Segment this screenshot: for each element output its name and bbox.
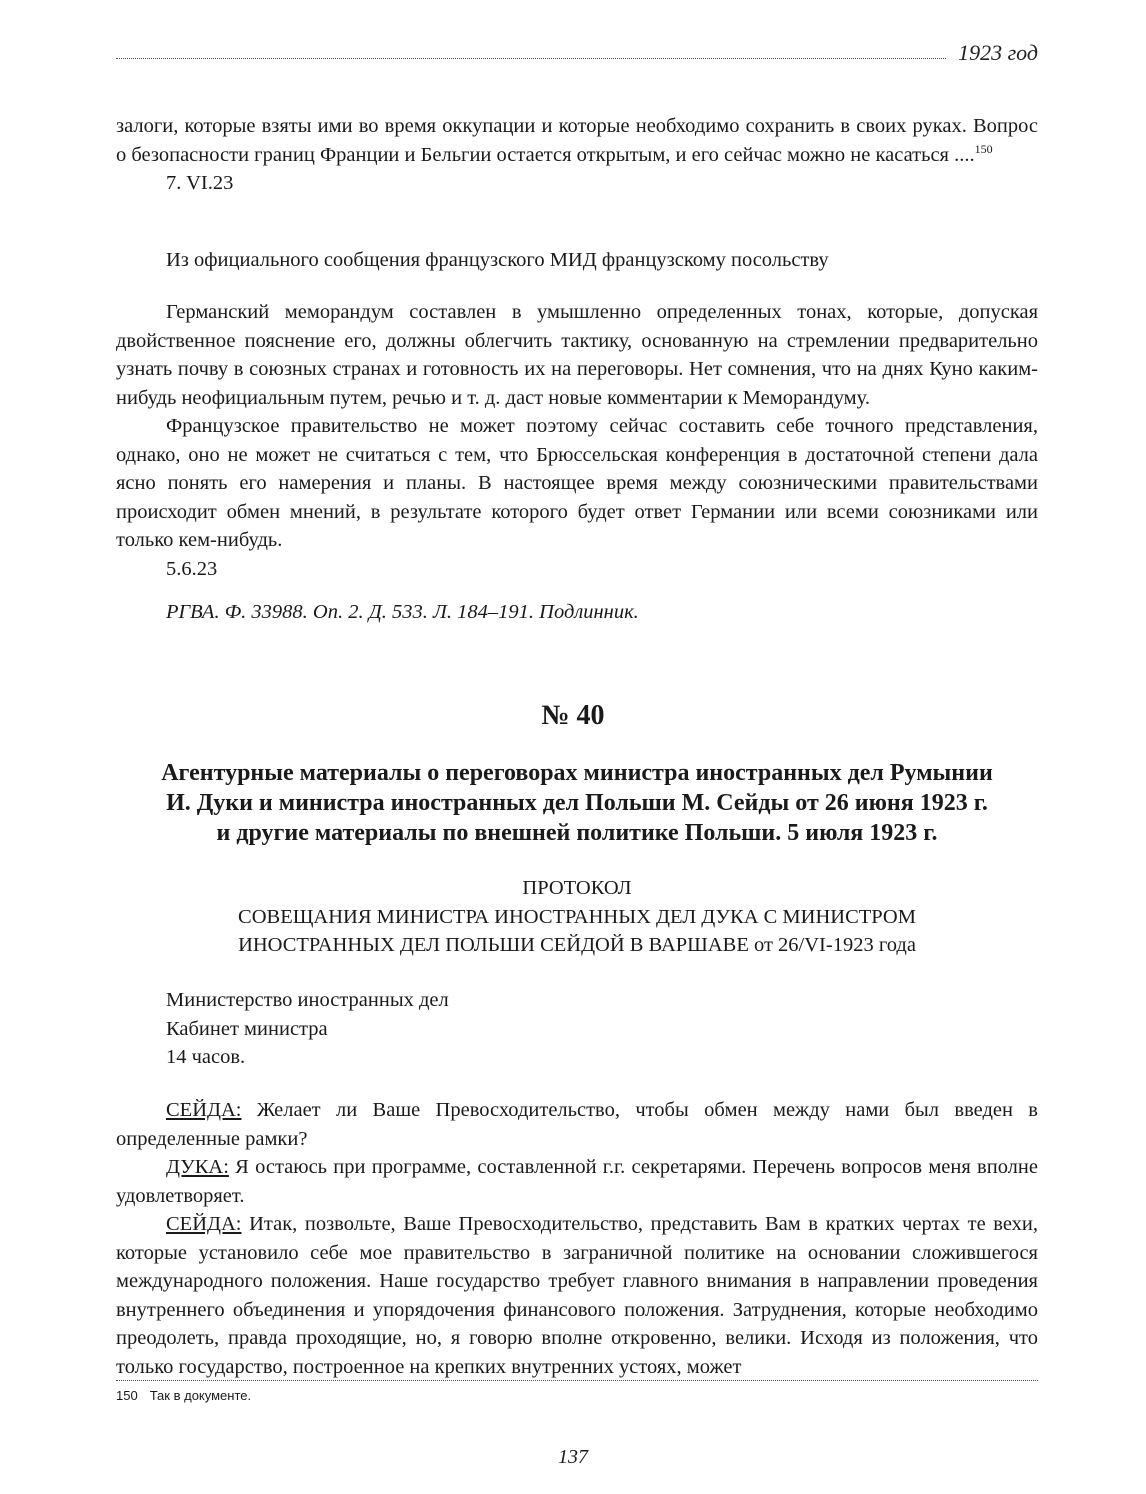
memo-text-block — [116, 298, 1038, 583]
running-header — [116, 38, 1038, 68]
footnote-number: 150 — [116, 1388, 138, 1403]
header-year: 1923 год — [958, 40, 1038, 65]
footnote-text: Так в документе. — [149, 1388, 252, 1403]
paragraph-continuation: залоги, которые взяты ими во время оккупации и которые необходимо сохранить в своих руках. Вопрос о безопасности границ Франции и Бельгии остается открытым, и его сейчас можно не касаться ....$^{150}$ — [116, 115, 1038, 166]
speaker-name: СЕЙДА: — [166, 1099, 242, 1121]
time-line: 14 часов. — [166, 1046, 246, 1068]
date-line-2: 5.6.23 — [166, 557, 218, 580]
dialogue-entry: СЕЙДА: Итак, позвольте, Ваше Превосходительство, представить Вам в кратких чертах те вехи, которые установило себе мое правительство в заграничной политике на основании сложившегося международного положения. Наше государство требует главного внимания в направлении проведения внутреннего объединения и упорядочения финансового положения. Затруднения, которые необходимо преодолеть, правда проходящие, но, я говорю вполне откровенно, велики. Исходя из положения, что только государство, построенное на крепких внутренних устоях, может — [116, 1213, 1038, 1378]
page-number: 137 — [558, 1446, 588, 1468]
paragraph: Французское правительство не может поэтому сейчас составить себе точного представления, однако, оно не может не считаться с тем, что Брюссельская конференция в достаточной степени дала ясно понять его намерения и планы. В настоящее время между союзническими правительствами происходит обмен мнений, в результате которого будет ответ Германии или всеми союзниками или только кем-нибудь. — [116, 415, 1038, 551]
dialogue-block — [116, 1096, 1038, 1381]
document-number: № 40 — [541, 700, 605, 731]
footnote-ref[interactable]: 150 — [974, 141, 993, 156]
speaker-name: СЕЙДА: — [166, 1213, 242, 1235]
top-text-block — [116, 112, 1038, 198]
section-heading: Из официального сообщения французского МИД французскому посольству — [166, 249, 829, 271]
protocol-heading: ПРОТОКОЛ СОВЕЩАНИЯ МИНИСТРА ИНОСТРАННЫХ ДЕЛ ДУКА С МИНИСТРОМ ИНОСТРАННЫХ ДЕЛ ПОЛЬШИ СЕЙДОЙ В ВАРШАВЕ от 26/VI-1923 года — [238, 877, 916, 956]
archive-source: РГВА. Ф. 33988. Оп. 2. Д. 533. Л. 184–191. Подлинник. — [166, 601, 639, 623]
speaker-name: ДУКА: — [166, 1156, 229, 1178]
source-block — [116, 598, 1038, 627]
cabinet-line: Кабинет министра — [166, 1017, 328, 1040]
date-line-1: 7. VI.23 — [166, 172, 234, 194]
dialogue-entry: СЕЙДА: Желает ли Ваше Превосходительство, чтобы обмен между нами был введен в определенные рамки? — [116, 1099, 1038, 1150]
header-rule — [116, 58, 946, 59]
footnote — [116, 1388, 251, 1403]
ministry-block — [166, 986, 449, 1072]
section-heading-block — [116, 246, 1038, 275]
dialogue-entry: ДУКА: Я остаюсь при программе, составленной г.г. секретарями. Перечень вопросов меня вполне удовлетворяет. — [116, 1156, 1038, 1207]
paragraph: Германский меморандум составлен в умышленно определенных тонах, которые, допуская двойственное пояснение его, должны облегчить тактику, основанную на стремлении предварительно узнать почву в союзных странах и готовность их на переговоры. Нет сомнения, что на днях Куно каким-нибудь неофициальным путем, речью и т. д. даст новые комментарии к Меморандуму. — [116, 301, 1038, 409]
footnote-rule — [116, 1380, 1038, 1381]
document-title: Агентурные материалы о переговорах министра иностранных дел Румынии И. Дуки и министра иностранных дел Польши М. Сейды от 26 июня 1923 г. и другие материалы по внешней политике Польши. 5 июля 1923 г. — [161, 760, 993, 846]
ministry-line: Министерство иностранных дел — [166, 989, 449, 1011]
